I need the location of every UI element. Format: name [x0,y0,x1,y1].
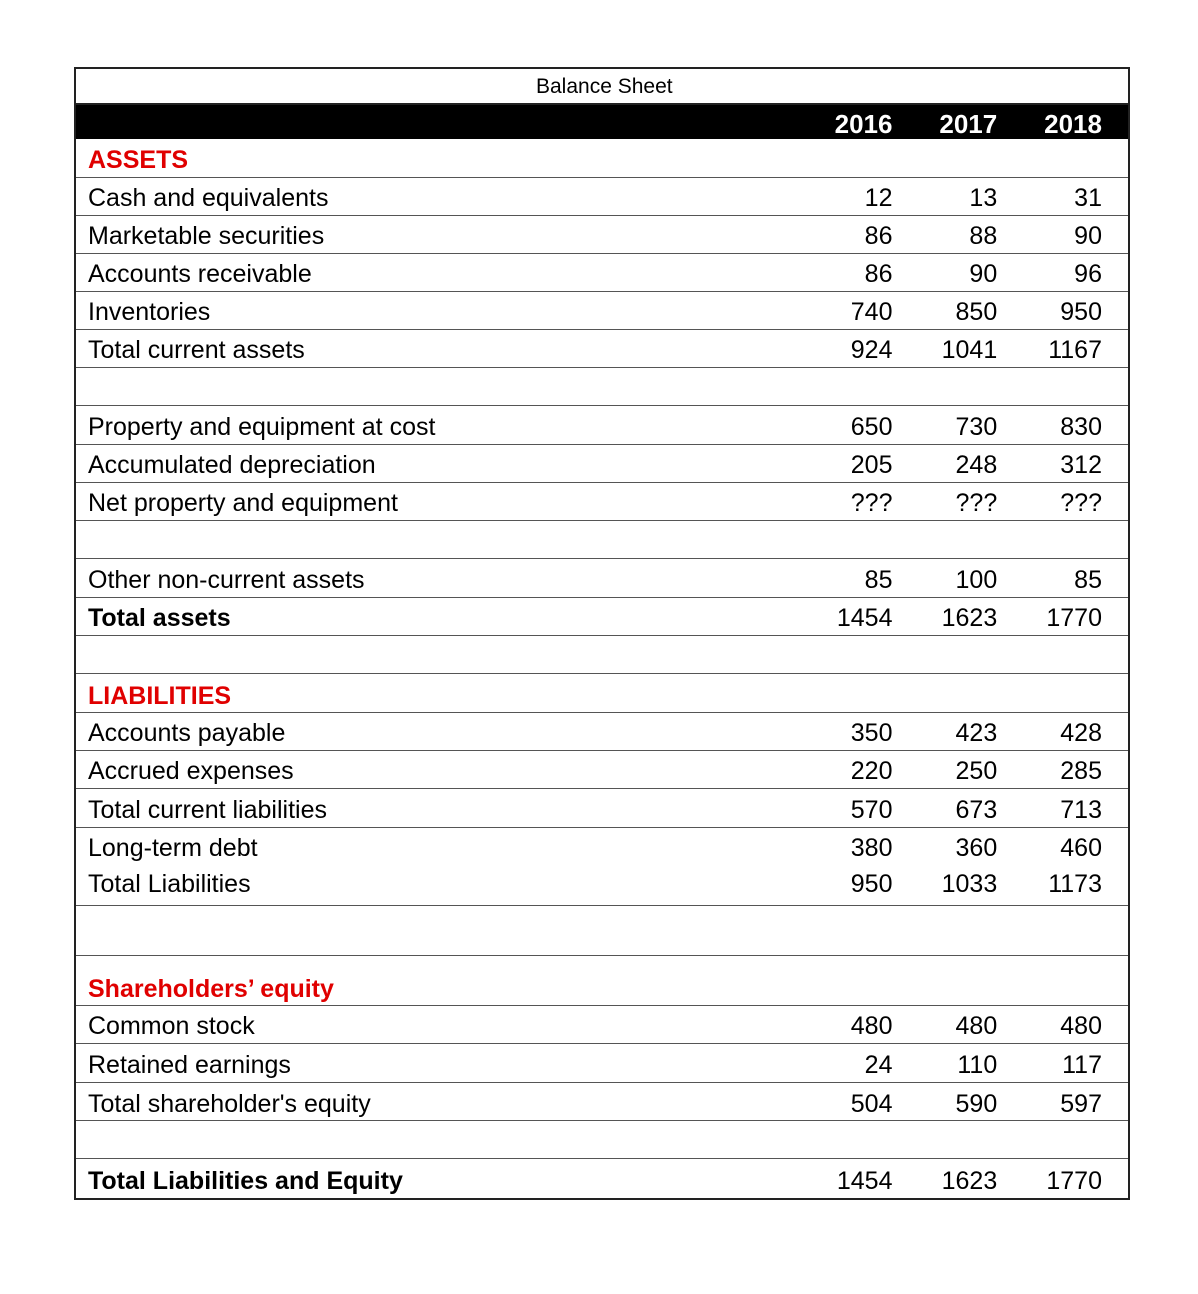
year-2016: 2016 [834,109,893,139]
title-row [76,69,1128,105]
table-row: Total assets 1454 1623 1770 [76,598,1128,636]
table-row: Other non-current assets 85 100 85 [76,559,1128,598]
year-2017: 2017 [939,109,998,139]
table-row: Inventories 740 850 950 [76,292,1128,330]
year-header-row [76,105,1128,139]
section-label-liabilities: LIABILITIES [88,682,232,710]
table-row: Marketable securities 86 88 90 [76,216,1128,254]
table-row: Common stock 480 480 480 [76,1006,1128,1044]
table-row: Total current assets 924 1041 1167 [76,330,1128,368]
table-row: Net property and equipment ??? ??? ??? [76,483,1128,521]
table-row: Long-term debt 380 360 460 [88,834,1102,862]
spacer-row [76,368,1128,406]
table-row: Total Liabilities 950 1033 1173 [76,866,1128,906]
table-row: Total Liabilities and Equity 1454 1623 1770 [88,1167,1102,1195]
table-row: Property and equipment at cost 650 730 830 [76,406,1128,445]
table-row: Accounts payable 350 423 428 [76,713,1128,751]
table-row: Total shareholder's equity 504 590 597 [76,1083,1128,1121]
balance-sheet-table [74,67,1130,1200]
section-liabilities-row [76,674,1128,713]
sheet-title: Balance Sheet [536,75,673,98]
year-2018: 2018 [1044,109,1102,139]
table-row: Accumulated depreciation 205 248 312 [76,445,1128,483]
table-row: Total current liabilities 570 673 713 [76,789,1128,828]
section-label-equity: Shareholders’ equity [88,975,334,1003]
table-row: Accounts receivable 86 90 96 [76,254,1128,292]
section-equity-row [76,956,1128,1006]
spacer-row [76,636,1128,674]
spacer-row [76,521,1128,559]
table-row: Accrued expenses 220 250 285 [76,751,1128,789]
spacer-row [76,1121,1128,1159]
spacer-row [76,906,1128,956]
table-row: Cash and equivalents 12 13 31 [76,178,1128,216]
section-assets-row [76,139,1128,178]
section-label-assets: ASSETS [88,146,189,174]
table-row: Retained earnings 24 110 117 [76,1044,1128,1083]
